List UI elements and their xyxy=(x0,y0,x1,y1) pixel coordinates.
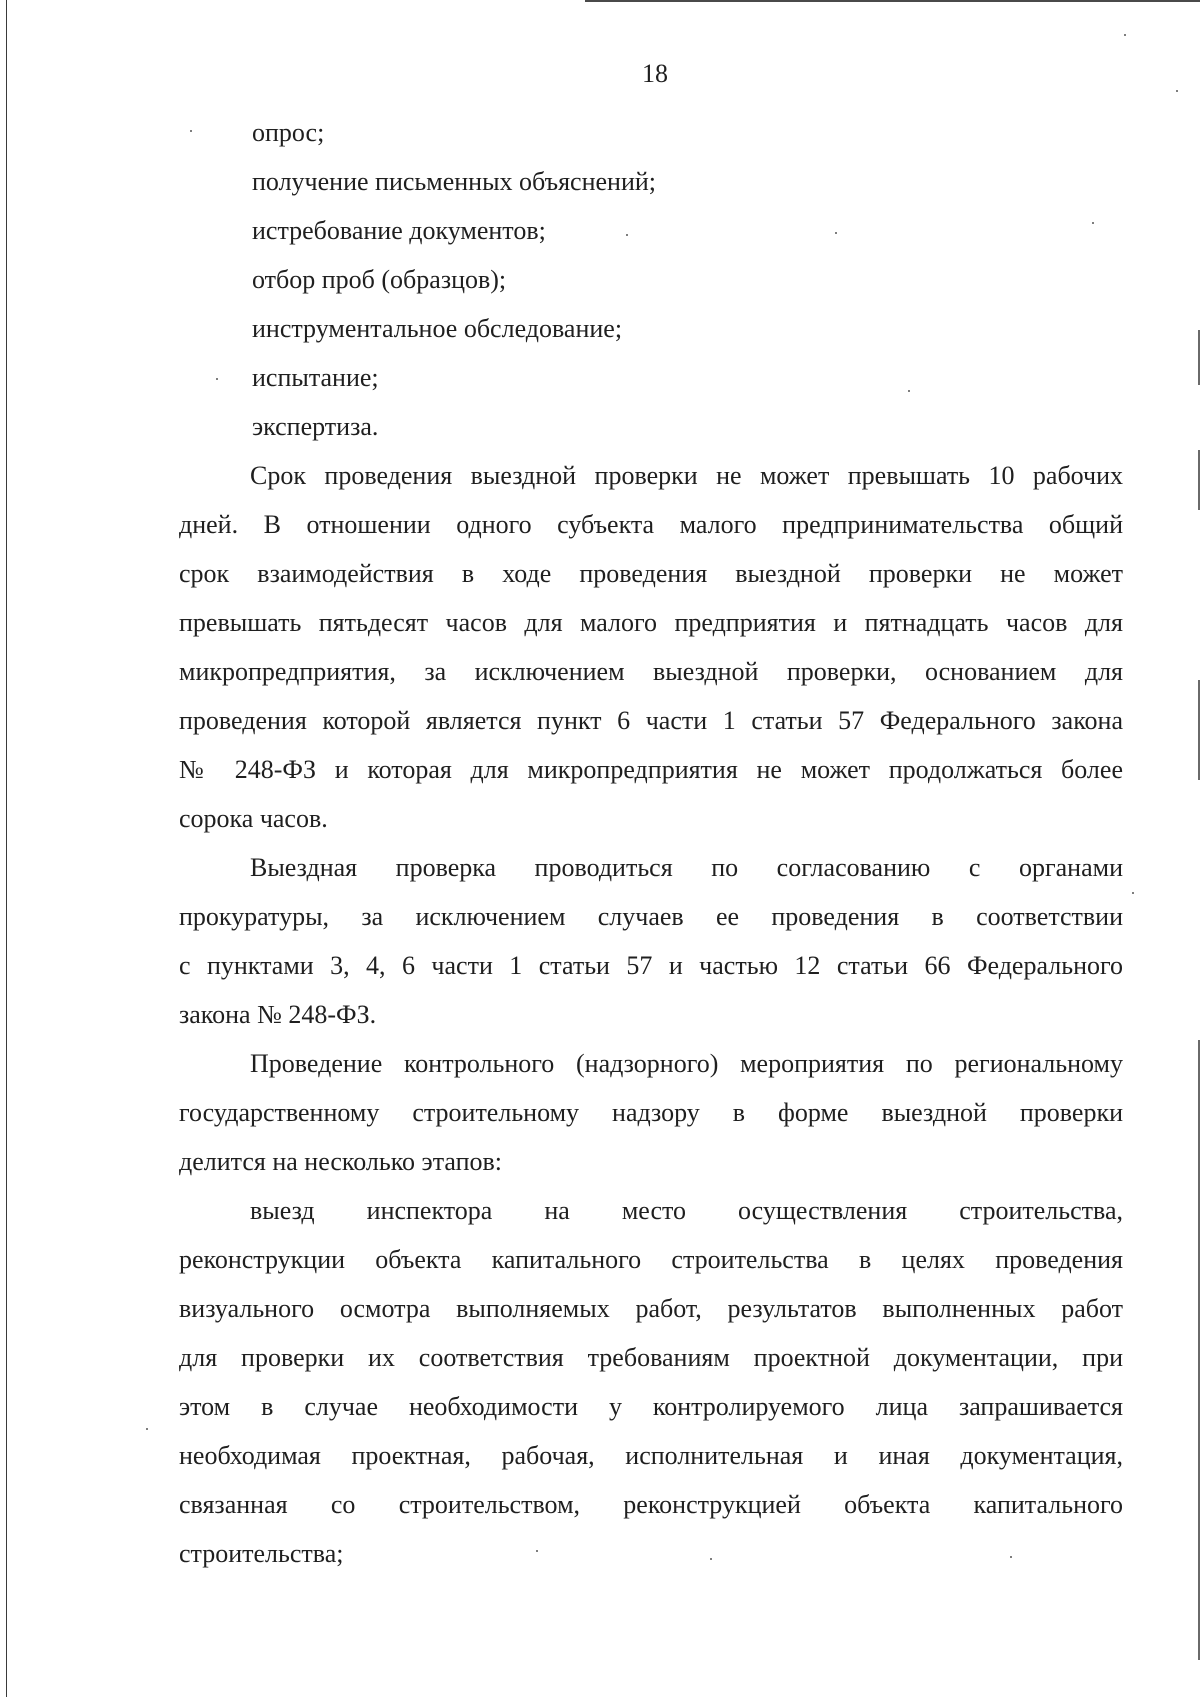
paragraph-line: необходимая проектная, рабочая, исполнительная и иная документация, xyxy=(179,1441,1123,1470)
scan-speck xyxy=(216,378,218,380)
scan-edge-top xyxy=(585,0,1200,2)
list-item: получение письменных объяснений; xyxy=(252,167,656,196)
paragraph-line: превышать пятьдесят часов для малого предприятия и пятнадцать часов для xyxy=(179,608,1123,637)
page-number: 18 xyxy=(642,59,668,88)
scan-speck xyxy=(908,390,910,392)
paragraph-line: проведения которой является пункт 6 части 1 статьи 57 Федерального закона xyxy=(179,706,1123,735)
scan-speck xyxy=(1092,222,1094,224)
paragraph-line: с пунктами 3, 4, 6 части 1 статьи 57 и частью 12 статьи 66 Федерального xyxy=(179,951,1123,980)
scan-speck xyxy=(1132,892,1134,894)
scan-speck xyxy=(626,234,628,236)
paragraph-line: сорока часов. xyxy=(179,804,328,833)
paragraph-line: выезд инспектора на место осуществления строительства, xyxy=(250,1196,1123,1225)
paragraph-line: закона № 248-ФЗ. xyxy=(179,1000,377,1029)
paragraph-line: визуального осмотра выполняемых работ, результатов выполненных работ xyxy=(179,1294,1123,1323)
scan-speck xyxy=(190,130,192,132)
scan-speck xyxy=(146,1428,148,1430)
paragraph-line: дней. В отношении одного субъекта малого предпринимательства общий xyxy=(179,510,1123,539)
paragraph-line: Проведение контрольного (надзорного) мероприятия по региональному xyxy=(250,1049,1123,1078)
list-item: инструментальное обследование; xyxy=(252,314,623,343)
paragraph-line: реконструкции объекта капитального строительства в целях проведения xyxy=(179,1245,1123,1274)
paragraph-line: срок взаимодействия в ходе проведения выездной проверки не может xyxy=(179,559,1123,588)
scan-speck xyxy=(835,232,837,234)
scan-edge-left xyxy=(6,0,7,1697)
list-item: отбор проб (образцов); xyxy=(252,265,507,294)
paragraph-line: связанная со строительством, реконструкцией объекта капитального xyxy=(179,1490,1123,1519)
list-item: опрос; xyxy=(252,118,325,147)
paragraph-line: № 248-ФЗ и которая для микропредприятия не может продолжаться более xyxy=(179,755,1123,784)
list-item: истребование документов; xyxy=(252,216,546,245)
list-item: экспертиза. xyxy=(252,412,379,441)
list-item: испытание; xyxy=(252,363,379,392)
paragraph-line: прокуратуры, за исключением случаев ее проведения в соответствии xyxy=(179,902,1123,931)
paragraph-line: делится на несколько этапов: xyxy=(179,1147,502,1176)
paragraph-line: строительства; xyxy=(179,1539,344,1568)
paragraph-line: этом в случае необходимости у контролируемого лица запрашивается xyxy=(179,1392,1123,1421)
scan-speck xyxy=(1124,34,1126,36)
paragraph-line: государственному строительному надзору в форме выездной проверки xyxy=(179,1098,1123,1127)
paragraph-line: Выездная проверка проводиться по согласованию с органами xyxy=(250,853,1123,882)
paragraph-line: для проверки их соответствия требованиям проектной документации, при xyxy=(179,1343,1123,1372)
paragraph-line: Срок проведения выездной проверки не может превышать 10 рабочих xyxy=(250,461,1123,490)
paragraph-line: микропредприятия, за исключением выездной проверки, основанием для xyxy=(179,657,1123,686)
